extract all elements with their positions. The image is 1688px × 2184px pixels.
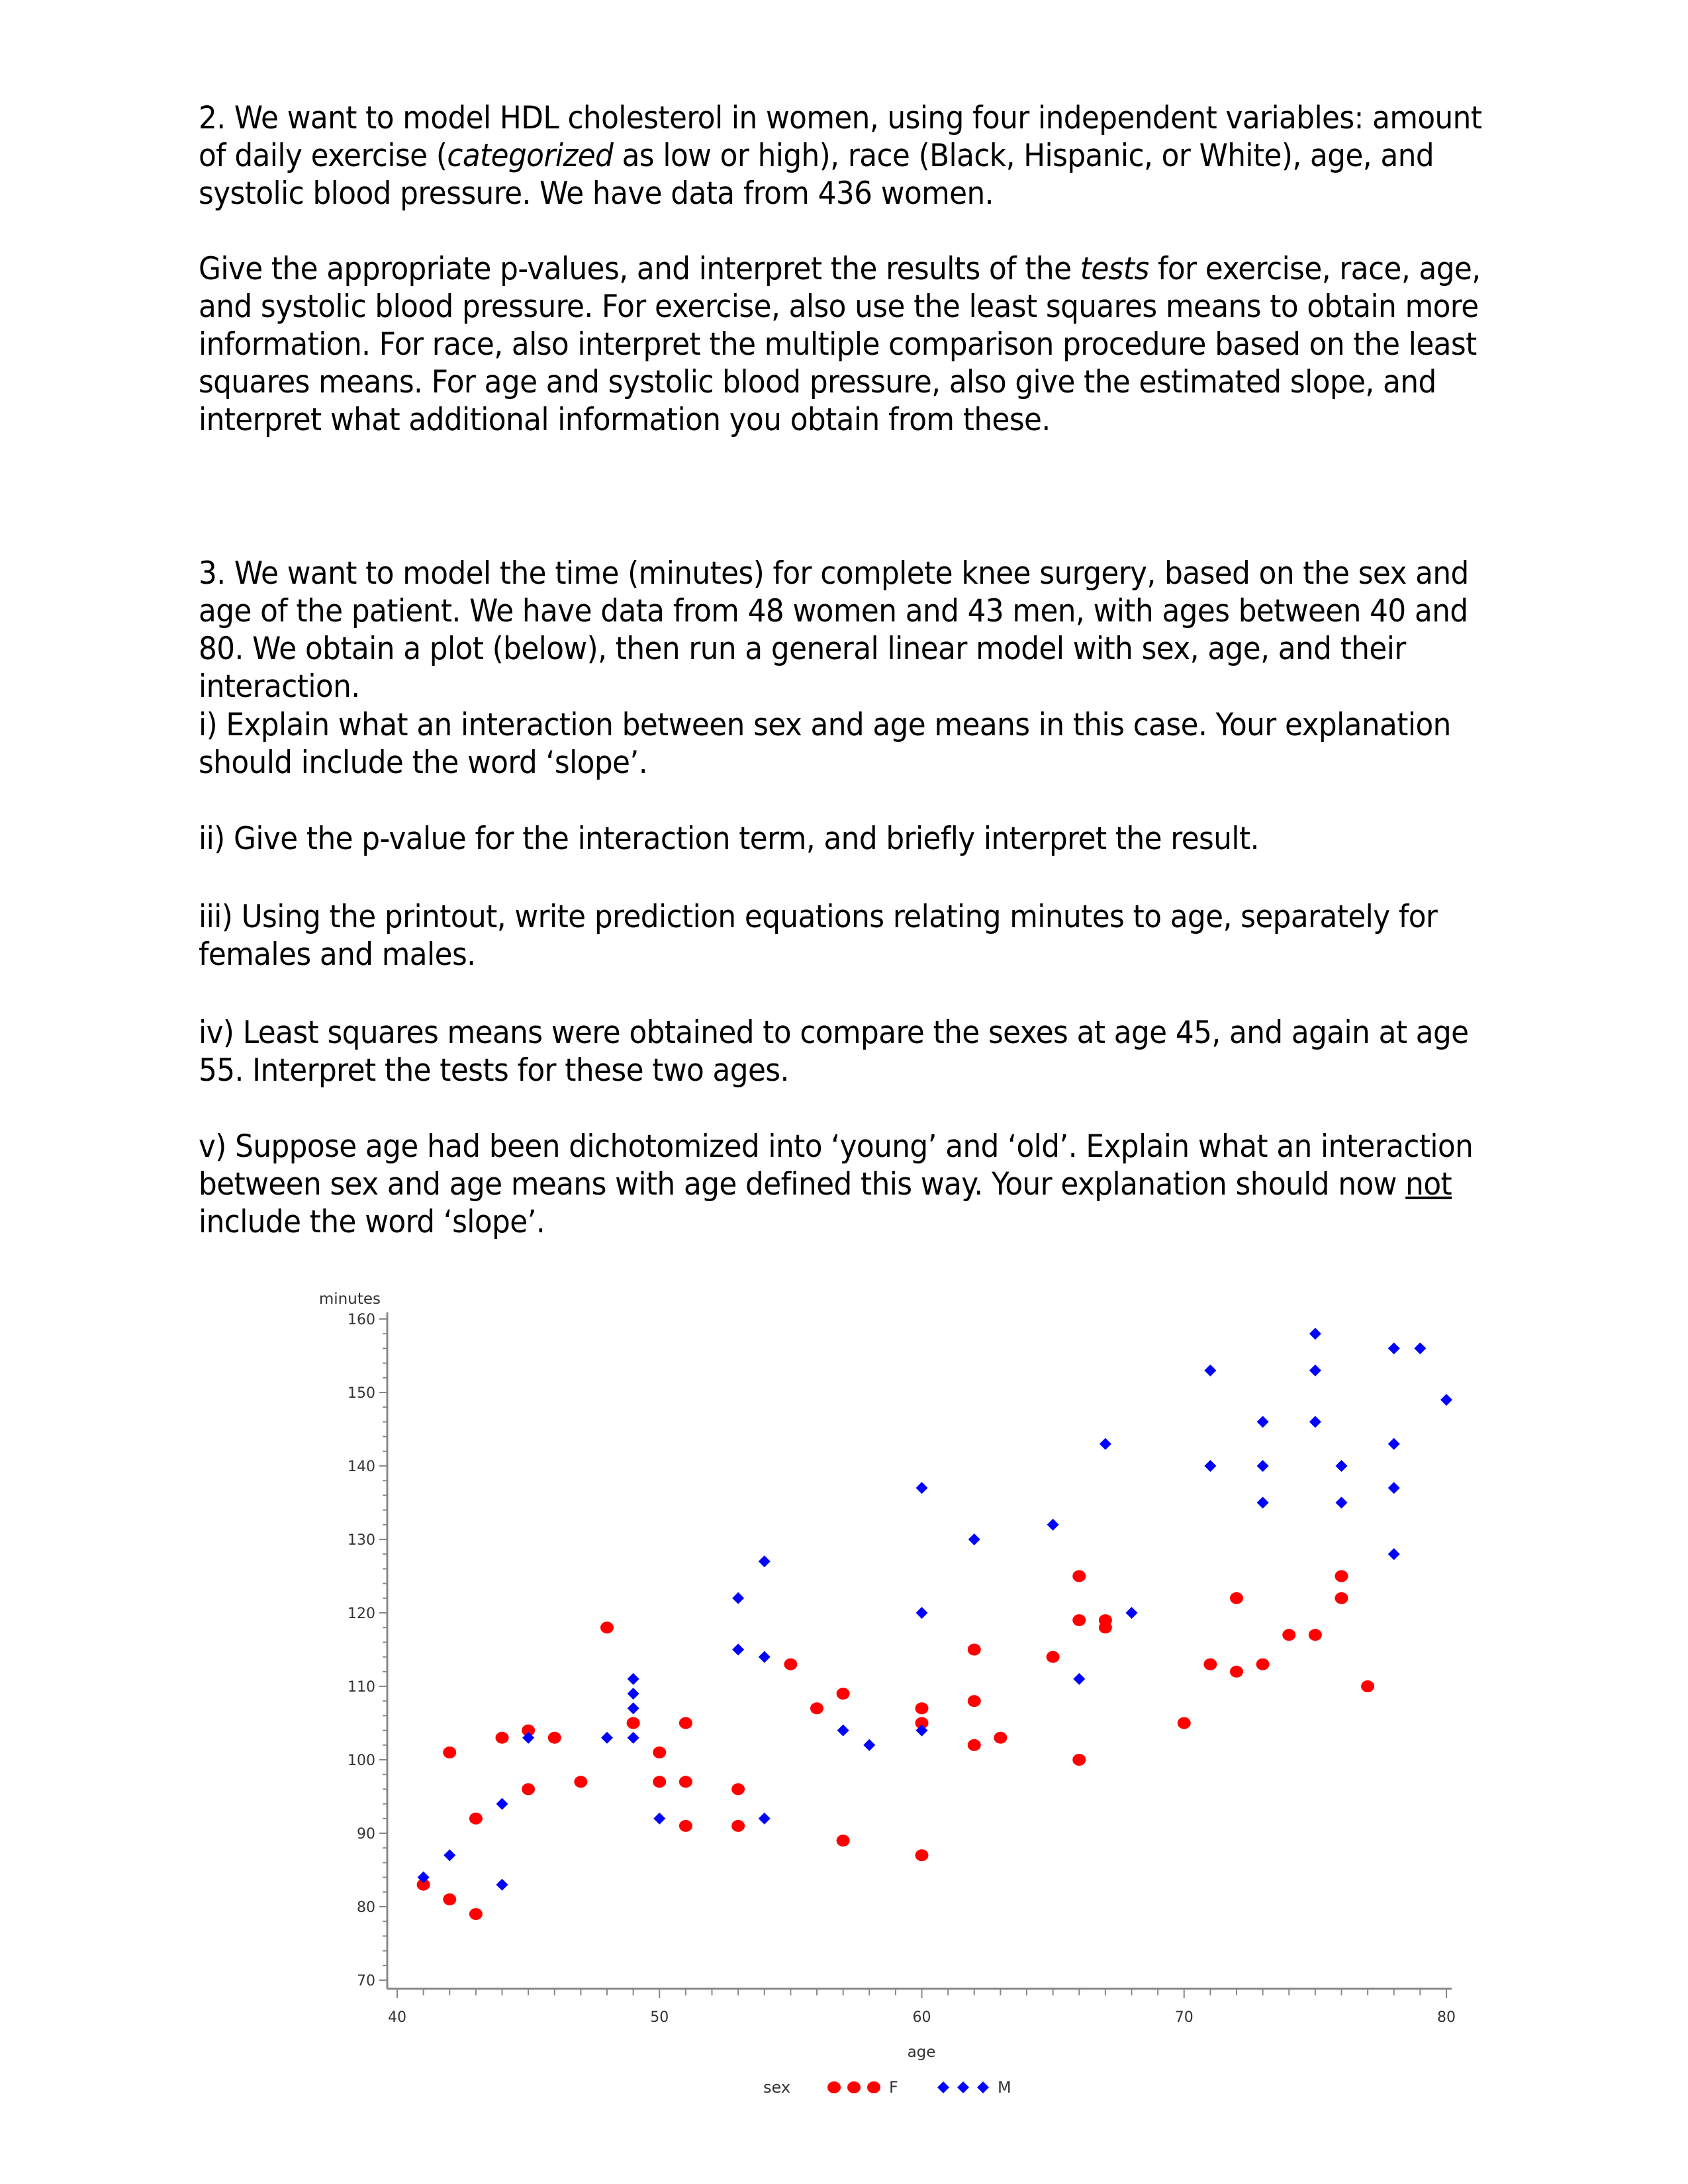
legend-marker-female [867, 2081, 880, 2093]
female-point [443, 1747, 456, 1758]
female-point [469, 1908, 483, 1920]
female-point [522, 1783, 535, 1795]
chart-legend [763, 2078, 1011, 2097]
legend-marker-male [937, 2081, 949, 2093]
female-point [653, 1747, 666, 1758]
male-point [1126, 1607, 1138, 1619]
male-point [628, 1673, 639, 1685]
female-point [837, 1835, 850, 1846]
series-M [418, 1328, 1452, 1891]
y-tick-label: 160 [348, 1312, 375, 1328]
x-tick-label: 50 [650, 2009, 669, 2026]
male-point [628, 1702, 639, 1714]
legend-label-male: M [998, 2078, 1011, 2097]
female-point [1230, 1592, 1243, 1604]
legend-item-female [827, 2081, 880, 2093]
x-tick-label: 80 [1437, 2009, 1456, 2026]
y-tick-label: 110 [348, 1679, 375, 1696]
male-point [1414, 1342, 1426, 1354]
male-point [1257, 1460, 1269, 1472]
male-point [863, 1739, 875, 1751]
male-point [1073, 1673, 1085, 1685]
female-point [443, 1893, 456, 1905]
y-tick-label: 100 [348, 1752, 375, 1769]
male-point [1388, 1342, 1400, 1354]
female-point [1230, 1666, 1243, 1678]
q3-part-ii: ii) Give the p-value for the interaction term, and briefly interpret the result. [199, 821, 1259, 857]
series-F [417, 1570, 1375, 1921]
female-point [627, 1717, 640, 1729]
male-point [1047, 1519, 1059, 1531]
male-point [759, 1813, 771, 1825]
male-point [601, 1732, 613, 1744]
male-point [1257, 1416, 1269, 1428]
male-point [628, 1688, 639, 1700]
male-point [1309, 1328, 1321, 1340]
chart-axes [348, 1312, 1456, 2026]
male-point [628, 1732, 639, 1744]
female-point [1335, 1592, 1348, 1604]
male-point [1309, 1416, 1321, 1428]
male-point [1388, 1438, 1400, 1450]
q2-p2-text-b: for exercise, race, age, and systolic blood pressure. For exercise, also use the least squares means to obtain more information. For race, also interpret the multiple comparison procedure based on the least squares means. For age and systolic blood pressure, also give the estimated slope, and interpret what additional information you obtain from these. [199, 251, 1481, 438]
q3-intro: 3. We want to model the time (minutes) for complete knee surgery, based on the sex and age of the patient. We have data from 48 women and 43 men, with ages between 40 and 80. We obtain a plot (below), then run a general linear model with sex, age, and their interaction. [199, 555, 1469, 705]
y-tick-label: 150 [348, 1385, 375, 1402]
female-point [1099, 1621, 1112, 1633]
x-tick-label: 60 [912, 2009, 931, 2026]
x-tick-label: 40 [388, 2009, 406, 2026]
female-point [968, 1695, 981, 1707]
female-point [837, 1688, 850, 1700]
legend-marker-female [827, 2081, 841, 2093]
female-point [1282, 1629, 1295, 1641]
y-tick-label: 90 [357, 1826, 375, 1843]
female-point [1309, 1629, 1322, 1641]
female-point [968, 1739, 981, 1751]
male-point [653, 1813, 665, 1825]
female-point [679, 1776, 692, 1788]
male-point [837, 1725, 849, 1737]
y-tick-label: 120 [348, 1606, 375, 1622]
female-point [1178, 1717, 1191, 1729]
female-point [679, 1820, 692, 1832]
female-point [679, 1717, 692, 1729]
q2-p1-text-a: 2. We want to model HDL cholesterol in women, using four independent variables: amount of daily exercise ( [199, 100, 1482, 174]
q3-part-i: i) Explain what an interaction between sex and age means in this case. Your explanation should include the word ‘slope’. [199, 707, 1451, 781]
female-point [600, 1621, 614, 1633]
male-point [1204, 1365, 1216, 1377]
male-point [968, 1533, 980, 1545]
legend-label-female: F [889, 2078, 898, 2097]
female-point [1361, 1680, 1374, 1692]
female-point [994, 1732, 1007, 1744]
female-point [496, 1732, 509, 1744]
female-point [653, 1776, 666, 1788]
male-point [1388, 1548, 1400, 1560]
male-point [496, 1879, 508, 1891]
legend-marker-male [977, 2081, 989, 2093]
female-point [1047, 1651, 1060, 1663]
q3-part-iv: iv) Least squares means were obtained to compare the sexes at age 45, and again at age 55. Interpret the tests for these two ages. [199, 1015, 1469, 1089]
male-point [1388, 1482, 1400, 1494]
male-point [759, 1651, 771, 1663]
male-point [916, 1482, 928, 1494]
male-point [1204, 1460, 1216, 1472]
q2-p1-text-b: as low or high), race (Black, Hispanic, or White), age, and systolic blood pressure. We have data from 436 women. [199, 138, 1434, 212]
female-point [1072, 1754, 1086, 1766]
female-point [731, 1820, 745, 1832]
female-point [784, 1659, 797, 1670]
q3-v-text-b: include the word ‘slope’. [199, 1204, 545, 1240]
chart-points [417, 1328, 1452, 1920]
q3-v-text-a: v) Suppose age had been dichotomized into ‘young’ and ‘old’. Explain what an interaction between sex and age means with age defined this way. Your explanation should now [199, 1128, 1474, 1203]
female-point [810, 1702, 823, 1714]
male-point [916, 1607, 928, 1619]
y-tick-label: 70 [357, 1973, 375, 1989]
male-point [732, 1592, 744, 1604]
legend-marker-female [847, 2081, 861, 2093]
female-point [1335, 1570, 1348, 1582]
female-point [574, 1776, 587, 1788]
female-point [1072, 1570, 1086, 1582]
y-tick-label: 140 [348, 1459, 375, 1475]
female-point [968, 1644, 981, 1656]
male-point [1309, 1365, 1321, 1377]
q2-p1-emphasis: categorized [447, 138, 614, 174]
male-point [1257, 1497, 1269, 1509]
x-axis-title: age [907, 2044, 936, 2061]
y-axis-title: minutes [318, 1291, 381, 1308]
female-point [548, 1732, 561, 1744]
q2-p2-emphasis: tests [1080, 251, 1149, 287]
male-point [1100, 1438, 1111, 1450]
female-point [915, 1849, 929, 1861]
legend-item-male [937, 2081, 989, 2093]
male-point [759, 1555, 771, 1567]
legend-marker-male [957, 2081, 969, 2093]
y-tick-label: 80 [357, 1899, 375, 1916]
q2-p2-text-a: Give the appropriate p-values, and interpret the results of the [199, 251, 1080, 287]
x-tick-label: 70 [1174, 2009, 1194, 2026]
female-point [731, 1783, 745, 1795]
male-point [444, 1849, 455, 1861]
female-point [1256, 1659, 1270, 1670]
female-point [469, 1813, 483, 1825]
q3-v-underlined: not [1405, 1166, 1452, 1203]
male-point [732, 1644, 744, 1656]
female-point [915, 1702, 929, 1714]
male-point [496, 1798, 508, 1810]
q3-part-iii: iii) Using the printout, write prediction equations relating minutes to age, separately for females and males. [199, 899, 1438, 973]
female-point [1203, 1659, 1217, 1670]
male-point [1440, 1394, 1452, 1406]
male-point [1336, 1460, 1348, 1472]
y-tick-label: 130 [348, 1532, 375, 1549]
legend-title: sex [763, 2078, 791, 2097]
female-point [1072, 1614, 1086, 1626]
male-point [1336, 1497, 1348, 1509]
